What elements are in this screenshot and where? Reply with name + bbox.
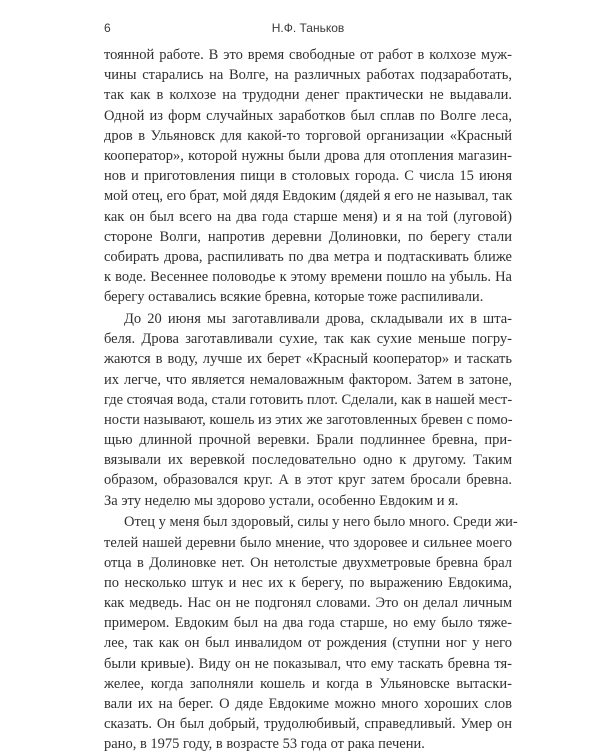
text-line: были кривые). Виду он не показывал, что ему таскать бревна тя- — [104, 655, 512, 672]
text-line: вязывали их веревкой последовательно одно к другому. Таким — [104, 452, 512, 469]
text-line: жаются в воду, лучше их берет «Красный кооператор» и таскать — [104, 351, 512, 368]
text-line: дров в Ульяновск для какой-то торговой организации «Красный — [104, 127, 512, 144]
text-line: стороне Волги, напротив деревни Долиновки, по берегу стали — [104, 228, 512, 245]
text-line: беля. Дрова заготавливали сухие, так как сухие меньше погру- — [104, 331, 512, 348]
text-line: как медведь. Нас он не подгонял словами. Это он делал личным — [104, 595, 512, 612]
text-line: ности называют, кошель из этих же заготовленных бревен с помо- — [104, 411, 513, 428]
text-line: образом, образовался круг. А в этот круг затем бросали бревна. — [104, 472, 512, 489]
text-line: Одной из форм случайных заработков был сплав по Волге леса, — [104, 107, 512, 124]
text-line: сказать. Он был добрый, трудолюбивый, справедливый. Умер он — [104, 716, 512, 733]
text-line: кооператор», которой нужны были дрова для отопления магазин- — [104, 147, 512, 164]
text-line: нов и приготовления пищи в столовых города. С числа 15 июня — [104, 168, 512, 185]
page-number: 6 — [104, 21, 111, 35]
paragraph — [104, 512, 518, 754]
body-text — [104, 45, 518, 755]
text-line: вали их на берег. О дяде Евдокиме можно много хороших слов — [104, 696, 512, 712]
text-line: так как в колхозе на трудодни денег практически не выдавали. — [104, 87, 512, 104]
text-line: как он был всего на два года старше меня) и я на той (луговой) — [104, 208, 512, 225]
text-line: отца в Долиновке нет. Он нетолстые двухметровые бревна брал — [104, 554, 512, 571]
text-line: где стоячая вода, стали готовить плот. Сделали, как в нашей мест- — [104, 391, 513, 408]
running-head — [104, 21, 512, 37]
text-line: собирать дрова, распиливать по два метра и подтаскивать ближе — [104, 248, 512, 265]
text-line: чины старались на Волге, на различных работах подзаработать, — [104, 67, 512, 84]
text-line: телей нашей деревни было мнение, что здоровее и сильнее моего — [104, 534, 512, 551]
text-line: к воде. Весеннее половодье к этому времени пошло на убыль. На — [104, 269, 512, 286]
text-line: тоянной работе. В это время свободные от работ в колхозе муж- — [104, 47, 512, 63]
text-line: берегу оставались всякие бревна, которые тоже распиливали. — [104, 289, 484, 306]
text-line: примером. Евдоким был на два года старше, но ему было тяже- — [104, 615, 512, 632]
paragraph — [104, 309, 512, 511]
text-line: До 20 июня мы заготавливали дрова, складывали их в шта- — [124, 310, 512, 327]
text-line: рано, в 1975 году, в возрасте 53 года от рака печени. — [104, 736, 425, 753]
text-line: по несколько штук и нес их к берегу, по выражению Евдокима, — [104, 574, 512, 591]
text-line: мой отец, его брат, мой дядя Евдоким (дядей я его не называл, так — [104, 188, 513, 205]
text-line: Отец у меня был здоровый, силы у него было много. Среди жи- — [124, 514, 518, 531]
text-line: За эту неделю мы здорово устали, особенно Евдоким и я. — [104, 492, 459, 509]
text-line: их легче, что является немаловажным фактором. Затем в затоне, — [104, 371, 512, 388]
text-line: лее, так как он был инвалидом от рождения (ступни ног у него — [104, 635, 512, 652]
text-line: желее, когда заполняли кошель и когда в Ульяновске вытаски- — [104, 675, 512, 692]
text-line: щью длинной прочной веревки. Брали подлиннее бревна, при- — [104, 432, 512, 449]
paragraph — [104, 45, 512, 307]
running-title: Н.Ф. Таньков — [271, 21, 345, 35]
